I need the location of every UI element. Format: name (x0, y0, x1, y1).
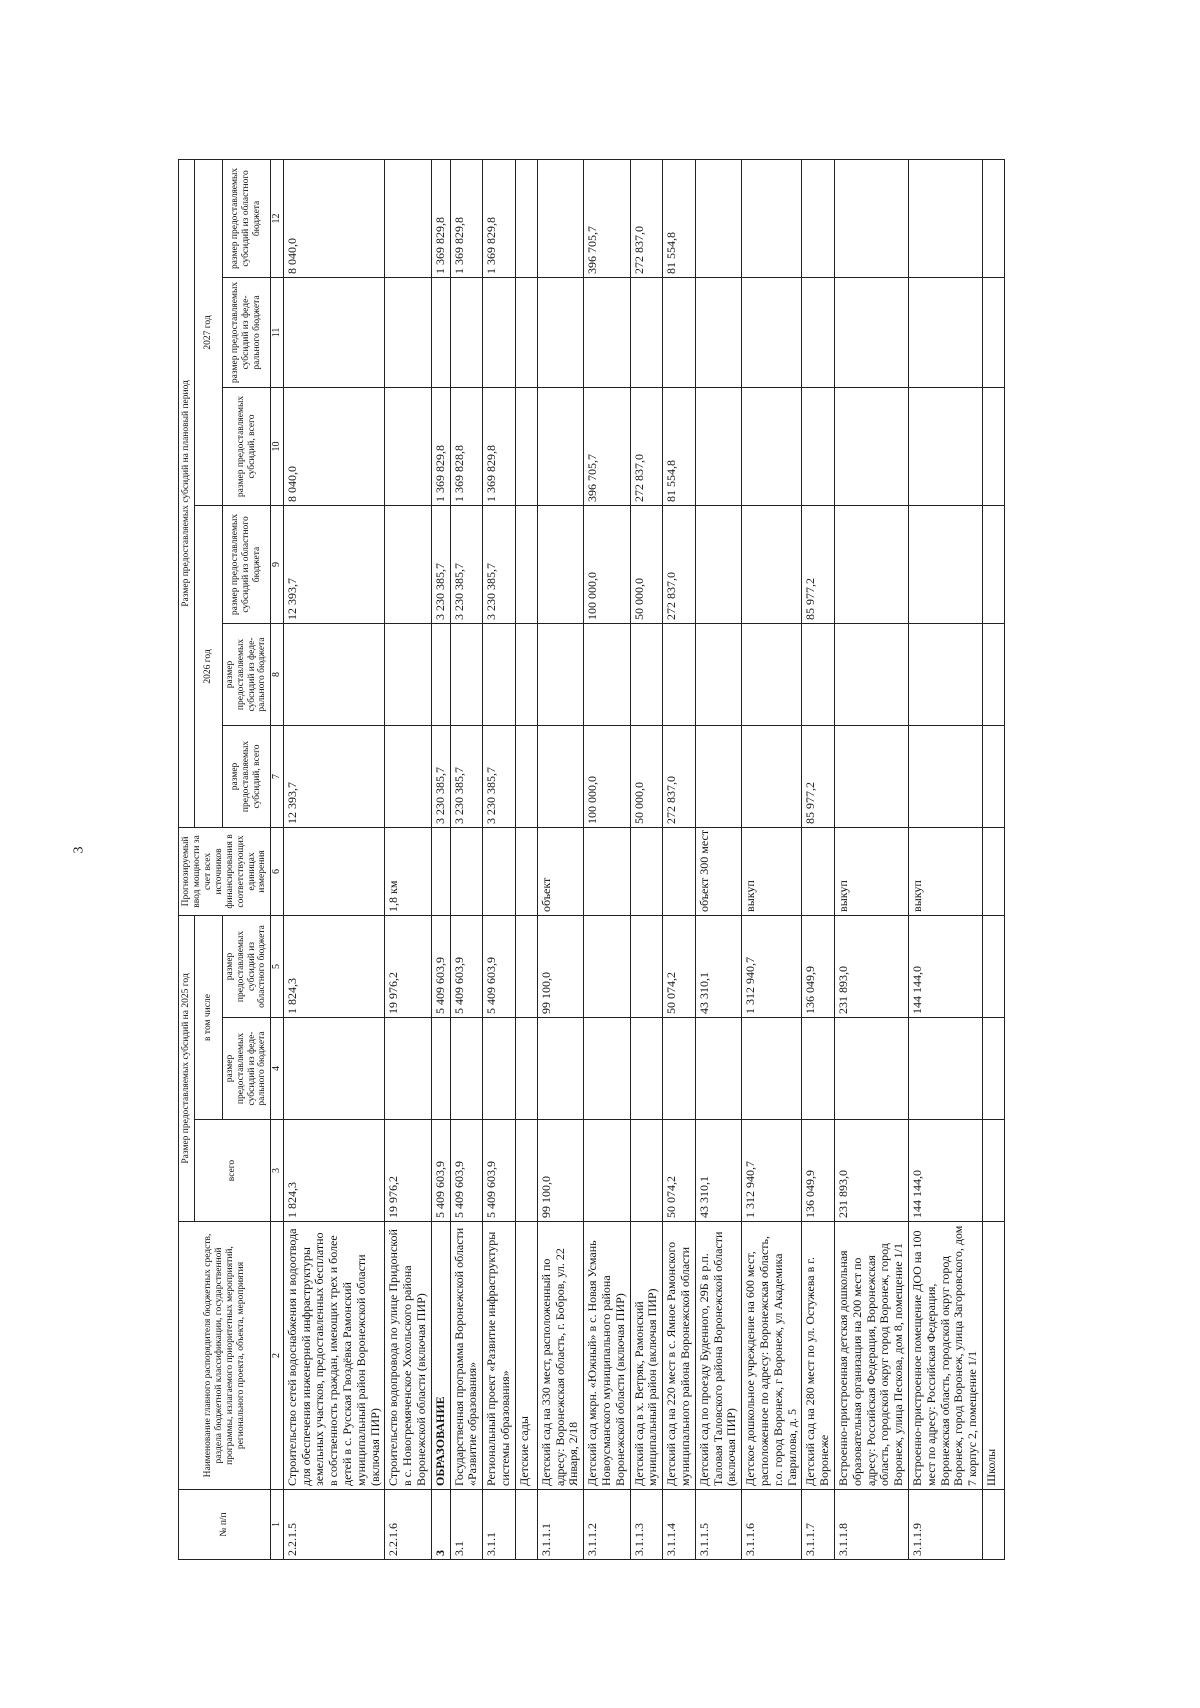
row-number-cell: 3.1.1 (483, 1490, 516, 1560)
row-name-cell: Строительство водопровода по улице Придонской в с. Новогремяченское Хохольского района Воронежской области (включая ПИР) (385, 1222, 431, 1490)
value-cell (385, 1018, 431, 1120)
value-cell (742, 1018, 802, 1120)
value-cell: 3 230 385,7 (450, 725, 483, 827)
value-cell (982, 827, 1004, 915)
row-number-cell (515, 1490, 537, 1560)
value-cell: 396 705,7 (584, 159, 630, 277)
value-cell: 85 977,2 (802, 505, 835, 623)
row-number-cell: 3.1.1.6 (742, 1490, 802, 1560)
value-cell (515, 505, 537, 623)
value-cell (584, 1120, 630, 1222)
value-cell: 3 230 385,7 (483, 725, 516, 827)
value-cell: выкуп (742, 827, 802, 915)
page-number: 3 (71, 846, 87, 854)
header-no: № п/п (179, 1490, 271, 1560)
row-number-cell (982, 1490, 1004, 1560)
value-cell (450, 277, 483, 387)
value-cell (483, 277, 516, 387)
table-row (695, 159, 741, 1559)
value-cell (908, 277, 982, 387)
subsidy-table (178, 159, 1005, 1560)
value-cell (537, 277, 583, 387)
value-cell: 100 000,0 (584, 505, 630, 623)
row-number-cell: 3.1.1.4 (663, 1490, 696, 1560)
value-cell (385, 159, 431, 277)
value-cell (385, 277, 431, 387)
value-cell: 3 230 385,7 (450, 505, 483, 623)
value-cell (537, 387, 583, 505)
value-cell: 50 074,2 (663, 915, 696, 1017)
value-cell: 1 369 828,8 (450, 387, 483, 505)
table-row (834, 159, 908, 1559)
table-row (742, 159, 802, 1559)
row-name-cell: Строительство сетей водоснабжения и водоотвода для обеспечения инженерной инфраструктуры земельных участков, предоставленных бесплатно в собственность граждан, имеющих трех и более детей в с. Русская Гвоздёвка Рамонский муниципальный район Воронежской области (включая ПИР) (283, 1222, 385, 1490)
value-cell (802, 827, 835, 915)
value-cell: 1 369 829,8 (431, 159, 450, 277)
value-cell (537, 159, 583, 277)
column-index-cell: 11 (271, 277, 284, 387)
value-cell: 231 893,0 (834, 1120, 908, 1222)
value-cell (982, 505, 1004, 623)
row-name-cell: Детский сад на 280 мест по ул. Остужева в г. Воронеже (802, 1222, 835, 1490)
value-cell: 8 040,0 (283, 387, 385, 505)
row-number-cell: 3.1.1.5 (695, 1490, 741, 1560)
row-name-cell: Детский сад мкрн. «Южный» в с. Новая Усмань Новоусманского муниципального района Воронежской области (включая ПИР) (584, 1222, 630, 1490)
value-cell (515, 277, 537, 387)
row-name-cell: Школы (982, 1222, 1004, 1490)
value-cell (695, 505, 741, 623)
value-cell (283, 827, 385, 915)
value-cell (584, 827, 630, 915)
value-cell (584, 277, 630, 387)
column-index-cell: 10 (271, 387, 284, 505)
value-cell (982, 915, 1004, 1017)
value-cell: 144 144,0 (908, 1120, 982, 1222)
value-cell: 3 230 385,7 (483, 505, 516, 623)
value-cell (982, 159, 1004, 277)
value-cell (834, 159, 908, 277)
value-cell (483, 623, 516, 725)
value-cell (584, 623, 630, 725)
value-cell: 136 049,9 (802, 1120, 835, 1222)
value-cell (515, 1018, 537, 1120)
value-cell (450, 623, 483, 725)
value-cell: 1 312 940,7 (742, 915, 802, 1017)
value-cell (695, 725, 741, 827)
value-cell (450, 827, 483, 915)
value-cell (515, 1120, 537, 1222)
value-cell (908, 505, 982, 623)
value-cell (908, 1018, 982, 1120)
value-cell: 3 230 385,7 (431, 505, 450, 623)
table-row (908, 159, 982, 1559)
value-cell (908, 387, 982, 505)
value-cell (834, 387, 908, 505)
row-number-cell: 3.1.1.7 (802, 1490, 835, 1560)
value-cell (385, 387, 431, 505)
value-cell (515, 725, 537, 827)
value-cell: 5 409 603,9 (483, 1120, 516, 1222)
value-cell: 5 409 603,9 (483, 915, 516, 1017)
value-cell: объект (537, 827, 583, 915)
value-cell (982, 387, 1004, 505)
value-cell (663, 1018, 696, 1120)
value-cell (450, 1018, 483, 1120)
value-cell: 272 837,0 (630, 387, 663, 505)
row-number-cell: 3.1.1.8 (834, 1490, 908, 1560)
value-cell (834, 623, 908, 725)
column-index-cell: 12 (271, 159, 284, 277)
value-cell: 85 977,2 (802, 725, 835, 827)
row-name-cell: Государственная программа Воронежской области «Развитие образования» (450, 1222, 483, 1490)
value-cell (537, 1018, 583, 1120)
value-cell: 1 369 829,8 (450, 159, 483, 277)
value-cell: 50 000,0 (630, 505, 663, 623)
table-row (982, 159, 1004, 1559)
value-cell: 43 310,1 (695, 1120, 741, 1222)
header-total-2026: размер предоставляемых субсидий, всего (222, 725, 271, 827)
column-index-cell: 2 (271, 1222, 284, 1490)
table-row (537, 159, 583, 1559)
value-cell: 12 393,7 (283, 725, 385, 827)
value-cell (742, 159, 802, 277)
value-cell (515, 159, 537, 277)
header-capacity: Прогнозируемый ввод мощности за счет всех источников финансирования в соответствующих единицах измерения (179, 827, 271, 915)
value-cell (385, 623, 431, 725)
value-cell (283, 1018, 385, 1120)
value-cell: 272 837,0 (630, 159, 663, 277)
value-cell: 81 554,8 (663, 387, 696, 505)
row-name-cell: Детский сад на 220 мест в с. Ямное Рамонского муниципального района Воронежской области (663, 1222, 696, 1490)
value-cell (695, 623, 741, 725)
value-cell (742, 725, 802, 827)
value-cell: 100 000,0 (584, 725, 630, 827)
value-cell (537, 505, 583, 623)
value-cell: 8 040,0 (283, 159, 385, 277)
value-cell (802, 1018, 835, 1120)
header-fed-2025: размер предоставляемых субсидий из феде-рального бюджета (222, 1018, 271, 1120)
value-cell: 396 705,7 (584, 387, 630, 505)
value-cell (515, 827, 537, 915)
value-cell (908, 725, 982, 827)
table-row (802, 159, 835, 1559)
value-cell (431, 1018, 450, 1120)
row-name-cell: Детский сад на 330 мест, расположенный по адресу: Воронежская область, г. Бобров, ул. 22 Января, 2/18 (537, 1222, 583, 1490)
table-row (584, 159, 630, 1559)
value-cell: 1 369 829,8 (483, 387, 516, 505)
value-cell (431, 277, 450, 387)
value-cell (695, 277, 741, 387)
row-number-cell: 3.1.1.9 (908, 1490, 982, 1560)
value-cell (695, 159, 741, 277)
value-cell (982, 1120, 1004, 1222)
value-cell (695, 1018, 741, 1120)
value-cell: 99 100,0 (537, 915, 583, 1017)
column-index-cell: 6 (271, 827, 284, 915)
value-cell (742, 623, 802, 725)
table-row (483, 159, 516, 1559)
value-cell (742, 387, 802, 505)
value-cell (630, 1120, 663, 1222)
header-group-2025: Размер предоставляемых субсидий на 2025 год (179, 915, 195, 1221)
value-cell (663, 623, 696, 725)
header-incl-2025: в том числе (194, 915, 222, 1119)
value-cell (385, 725, 431, 827)
column-index-cell: 1 (271, 1490, 284, 1560)
value-cell: 136 049,9 (802, 915, 835, 1017)
value-cell: 1 369 829,8 (483, 159, 516, 277)
row-name-cell: Региональный проект «Развитие инфраструктуры системы образования» (483, 1222, 516, 1490)
table-row (283, 159, 385, 1559)
value-cell: 5 409 603,9 (450, 1120, 483, 1222)
value-cell (385, 505, 431, 623)
value-cell: 19 976,2 (385, 915, 431, 1017)
value-cell: объект 300 мест (695, 827, 741, 915)
value-cell: выкуп (908, 827, 982, 915)
header-year-2026: 2026 год (194, 505, 222, 827)
value-cell: 43 310,1 (695, 915, 741, 1017)
header-total-2027: размер предоставляемых субсидий, всего (222, 387, 271, 505)
row-name-cell: ОБРАЗОВАНИЕ (431, 1222, 450, 1490)
header-fed-2026: размер предоставляемых субсидий из феде-рального бюджета (222, 623, 271, 725)
value-cell: 99 100,0 (537, 1120, 583, 1222)
value-cell (431, 623, 450, 725)
value-cell (630, 915, 663, 1017)
table-row (630, 159, 663, 1559)
column-index-cell: 4 (271, 1018, 284, 1120)
table-row (450, 159, 483, 1559)
row-number-cell: 3 (431, 1490, 450, 1560)
row-name-cell: Встроенно-пристроенная детская дошкольная образовательная организация на 200 мест по адресу: Российская Федерация, Воронежская область, городской округ город Воронеж, город Воронеж, улица Пескова, дом 8, помещение 1/1 (834, 1222, 908, 1490)
value-cell (982, 1018, 1004, 1120)
value-cell (630, 277, 663, 387)
value-cell (982, 623, 1004, 725)
value-cell (742, 505, 802, 623)
value-cell (663, 277, 696, 387)
value-cell (802, 159, 835, 277)
column-index-cell: 9 (271, 505, 284, 623)
header-reg-2027: размер предоставляемых субсидий из областного бюджета (222, 159, 271, 277)
value-cell: 231 893,0 (834, 915, 908, 1017)
value-cell (802, 623, 835, 725)
value-cell (515, 623, 537, 725)
value-cell (834, 1018, 908, 1120)
row-number-cell: 3.1 (450, 1490, 483, 1560)
table-body (283, 159, 1004, 1559)
table-row (515, 159, 537, 1559)
value-cell: 1,8 км (385, 827, 431, 915)
value-cell (515, 915, 537, 1017)
value-cell (802, 387, 835, 505)
value-cell (537, 623, 583, 725)
value-cell (630, 827, 663, 915)
value-cell: 1 369 829,8 (431, 387, 450, 505)
column-index-cell: 8 (271, 623, 284, 725)
value-cell: 50 074,2 (663, 1120, 696, 1222)
row-name-cell: Детское дошкольное учреждение на 600 мест, расположенное по адресу: Воронежская область, г.о. город Воронеж, г Воронеж, ул Академика Гаврилова, д. 5 (742, 1222, 802, 1490)
value-cell (515, 387, 537, 505)
value-cell (431, 827, 450, 915)
value-cell (663, 827, 696, 915)
table-row (385, 159, 431, 1559)
row-number-cell: 2.2.1.6 (385, 1490, 431, 1560)
row-name-cell: Детский сад по проезду Буденного, 29Б в р.п. Таловая Таловского района Воронежской области (включая ПИР) (695, 1222, 741, 1490)
header-fed-2027: размер предоставляемых субсидий из феде-рального бюджета (222, 277, 271, 387)
value-cell (630, 1018, 663, 1120)
column-index-cell: 7 (271, 725, 284, 827)
value-cell: 19 976,2 (385, 1120, 431, 1222)
header-row-1 (179, 159, 195, 1559)
value-cell (584, 915, 630, 1017)
table-row (663, 159, 696, 1559)
row-number-cell: 2.2.1.5 (283, 1490, 385, 1560)
value-cell (982, 277, 1004, 387)
row-name-cell: Детские сады (515, 1222, 537, 1490)
table-row (431, 159, 450, 1559)
value-cell: 50 000,0 (630, 725, 663, 827)
value-cell (742, 277, 802, 387)
value-cell (802, 277, 835, 387)
column-index-row (271, 159, 284, 1559)
value-cell (834, 505, 908, 623)
value-cell: 144 144,0 (908, 915, 982, 1017)
value-cell: 272 837,0 (663, 505, 696, 623)
column-index-cell: 3 (271, 1120, 284, 1222)
rotated-table-wrapper (178, 160, 1128, 1560)
value-cell: 12 393,7 (283, 505, 385, 623)
value-cell (283, 623, 385, 725)
header-group-planned: Размер предоставляемых субсидий на плановый период (179, 159, 195, 827)
value-cell (908, 623, 982, 725)
value-cell: 1 824,3 (283, 1120, 385, 1222)
value-cell (537, 725, 583, 827)
header-year-2027: 2027 год (194, 159, 222, 505)
value-cell (483, 827, 516, 915)
row-number-cell: 3.1.1.2 (584, 1490, 630, 1560)
value-cell: 5 409 603,9 (431, 1120, 450, 1222)
value-cell: 1 312 940,7 (742, 1120, 802, 1222)
value-cell: 5 409 603,9 (450, 915, 483, 1017)
row-name-cell: Детский сад в х. Ветряк, Рамонский муниципальный район (включая ПИР) (630, 1222, 663, 1490)
value-cell (834, 725, 908, 827)
value-cell: 1 824,3 (283, 915, 385, 1017)
value-cell: 81 554,8 (663, 159, 696, 277)
header-total-2025: всего (194, 1120, 270, 1222)
value-cell (283, 277, 385, 387)
value-cell (584, 1018, 630, 1120)
header-reg-2026: размер предоставляемых субсидий из областного бюджета (222, 505, 271, 623)
value-cell (695, 387, 741, 505)
value-cell: 272 837,0 (663, 725, 696, 827)
row-number-cell: 3.1.1.3 (630, 1490, 663, 1560)
header-reg-2025: размер предоставляемых субсидий из областного бюджета (222, 915, 271, 1017)
value-cell (834, 277, 908, 387)
column-index-cell: 5 (271, 915, 284, 1017)
row-name-cell: Встроенно-пристроенное помещение ДОО на 100 мест по адресу: Российская Федерация, Воронежская область, городской округ город Воронеж, город Воронеж, улица Загоровского, дом 7 корпус 2, помещение 1/1 (908, 1222, 982, 1490)
value-cell: 3 230 385,7 (431, 725, 450, 827)
header-name: Наименование главного распорядителя бюджетных средств, раздела бюджетной классификации, государственной программы, излагаемого приоритетных мероприятий, регионального проекта, объекта, мероприятия (179, 1222, 271, 1490)
value-cell (982, 725, 1004, 827)
value-cell: выкуп (834, 827, 908, 915)
value-cell (630, 623, 663, 725)
row-number-cell: 3.1.1.1 (537, 1490, 583, 1560)
value-cell (908, 159, 982, 277)
value-cell (483, 1018, 516, 1120)
value-cell: 5 409 603,9 (431, 915, 450, 1017)
